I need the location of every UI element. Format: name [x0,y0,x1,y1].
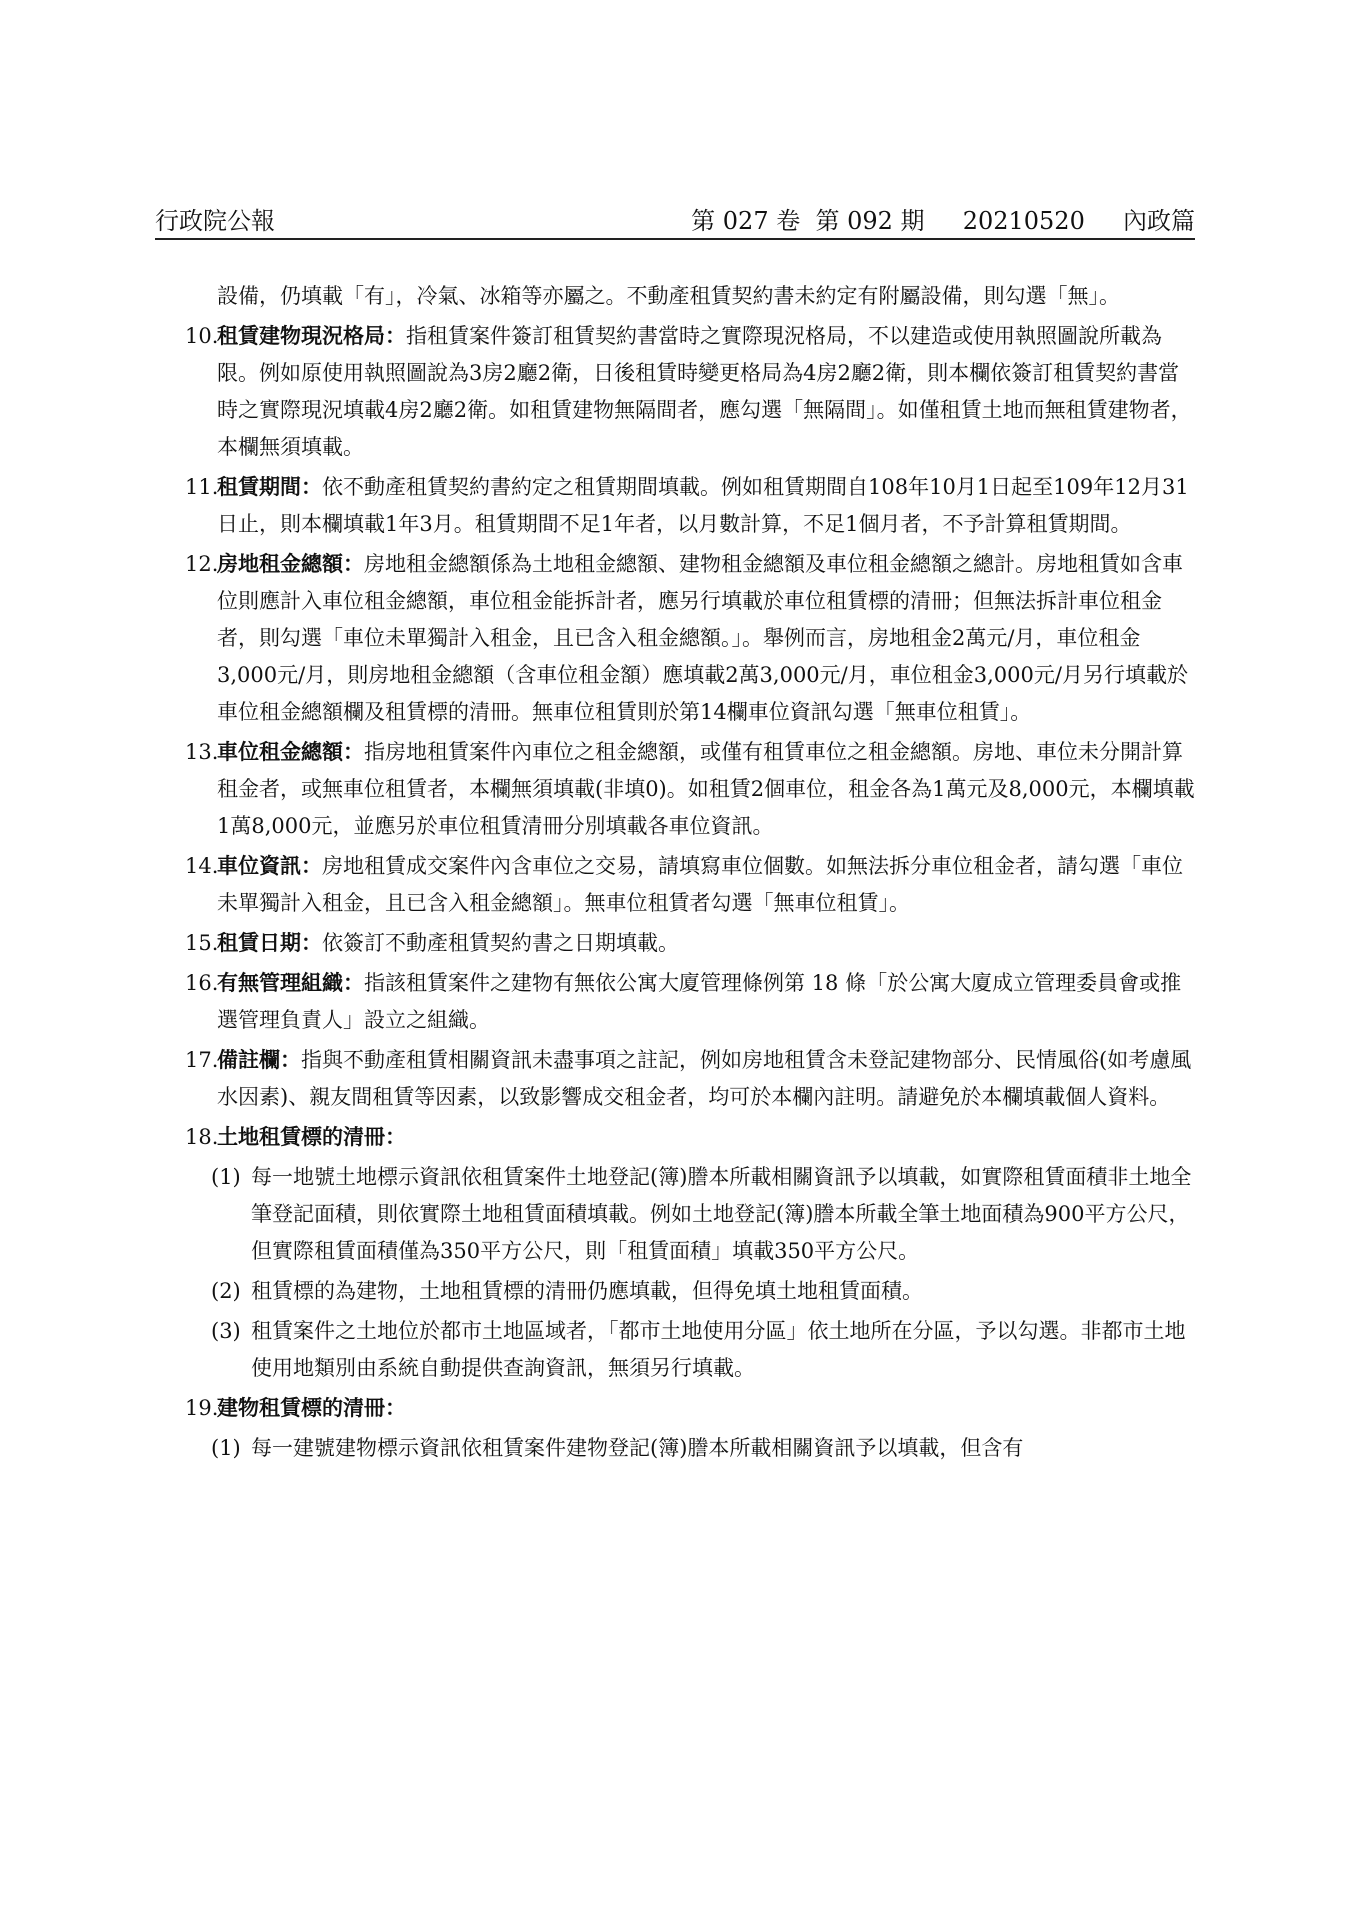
item-number: 19. [185,1396,219,1420]
item-text: 依不動產租賃契約書約定之租賃期間填載。例如租賃期間自108年10月1日起至109年12月31日止，則本欄填載1年3月。租賃期間不足1年者，以月數計算，不足1個月者，不予計算租賃期間。 [217,475,1189,536]
item-11 [155,469,1195,543]
item-12 [155,546,1195,731]
header-rule [155,238,1195,240]
item-title: 房地租金總額： [217,552,364,576]
item-18 [155,1119,1195,1156]
gazette-title: 行政院公報 [155,207,275,235]
item-18-sub-2 [155,1273,1195,1310]
item-10 [155,318,1195,466]
item-title: 租賃建物現況格局： [217,324,406,348]
item-19 [155,1390,1195,1427]
sub-text: 租賃標的為建物，土地租賃標的清冊仍應填載，但得免填土地租賃面積。 [251,1279,923,1303]
item-text: 指房地租賃案件內車位之租金總額，或僅有租賃車位之租金總額。房地、車位未分開計算租金者，或無車位租賃者，本欄無須填載(非填0)。如租賃2個車位，租金各為1萬元及8,000元，本欄填載1萬8,000元，並應另於車位租賃清冊分別填載各車位資訊。 [217,740,1195,838]
item-number: 14. [185,854,219,878]
item-text: 指租賃案件簽訂租賃契約書當時之實際現況格局，不以建造或使用執照圖說所載為限。例如原使用執照圖說為3房2廳2衛，日後租賃時變更格局為4房2廳2衛，則本欄依簽訂租賃契約書當時之實際現況填載4房2廳2衛。如租賃建物無隔間者，應勾選「無隔間」。如僅租賃土地而無租賃建物者，本欄無須填載。 [217,324,1192,459]
item-number: 12. [185,552,219,576]
item-title: 租賃日期： [217,931,322,955]
sub-number: (2) [211,1279,241,1303]
sub-text: 每一建號建物標示資訊依租賃案件建物登記(簿)謄本所載相關資訊予以填載，但含有 [251,1436,1024,1460]
item-14 [155,848,1195,922]
item-number: 18. [185,1125,219,1149]
item-number: 16. [185,971,219,995]
item-number: 17. [185,1048,219,1072]
item-title: 車位資訊： [217,854,322,878]
sub-number: (1) [211,1165,241,1189]
sub-number: (1) [211,1436,241,1460]
sub-text: 每一地號土地標示資訊依租賃案件土地登記(簿)謄本所載相關資訊予以填載，如實際租賃面積非土地全筆登記面積，則依實際土地租賃面積填載。例如土地登記(簿)謄本所載全筆土地面積為900平方公尺，但實際租賃面積僅為350平方公尺，則「租賃面積」填載350平方公尺。 [251,1165,1192,1263]
sub-text: 租賃案件之土地位於都市土地區域者，「都市土地使用分區」依土地所在分區，予以勾選。非都市土地使用地類別由系統自動提供查詢資訊，無須另行填載。 [251,1319,1186,1380]
issue-info: 第 027 卷 第 092 期 20210520 內政篇 [691,207,1195,235]
item-number: 10. [185,324,219,348]
item-title: 有無管理組織： [217,971,364,995]
item-title: 租賃期間： [217,475,322,499]
item-17 [155,1042,1195,1116]
page-header [155,200,1195,240]
item-text: 房地租賃成交案件內含車位之交易，請填寫車位個數。如無法拆分車位租金者，請勾選「車位未單獨計入租金，且已含入租金總額」。無車位租賃者勾選「無車位租賃」。 [217,854,1183,915]
item-title: 土地租賃標的清冊： [217,1125,406,1149]
item-title: 建物租賃標的清冊： [217,1396,406,1420]
item-16 [155,965,1195,1039]
continued-paragraph: 設備，仍填載「有」，冷氣、冰箱等亦屬之。不動產租賃契約書未約定有附屬設備，則勾選「無」。 [217,284,1120,308]
item-18-sub-3 [155,1313,1195,1387]
item-title: 備註欄： [217,1048,301,1072]
item-text: 房地租金總額係為土地租金總額、建物租金總額及車位租金總額之總計。房地租賃如含車位則應計入車位租金總額，車位租金能拆計者，應另行填載於車位租賃標的清冊；但無法拆計車位租金者，則勾選「車位未單獨計入租金，且已含入租金總額。」。舉例而言，房地租金2萬元/月，車位租金3,000元/月，則房地租金總額（含車位租金額）應填載2萬3,000元/月，車位租金3,000元/月另行填載於車位租金總額欄及租賃標的清冊。無車位租賃則於第14欄車位資訊勾選「無車位租賃」。 [217,552,1188,724]
item-text: 依簽訂不動產租賃契約書之日期填載。 [322,931,679,955]
item-number: 15. [185,931,219,955]
item-text: 指與不動產租賃相關資訊未盡事項之註記，例如房地租賃含未登記建物部分、民情風俗(如考慮風水因素)、親友間租賃等因素，以致影響成交租金者，均可於本欄內註明。請避免於本欄填載個人資料。 [217,1048,1192,1109]
item-title: 車位租金總額： [217,740,364,764]
item-15 [155,925,1195,962]
document-body [155,278,1195,1470]
item-text: 指該租賃案件之建物有無依公寓大廈管理條例第 18 條「於公寓大廈成立管理委員會或推選管理負責人」設立之組織。 [217,971,1182,1032]
item-number: 13. [185,740,219,764]
item-number: 11. [185,475,219,499]
item-18-sub-1 [155,1159,1195,1270]
item-13 [155,734,1195,845]
item-19-sub-1 [155,1430,1195,1467]
sub-number: (3) [211,1319,241,1343]
